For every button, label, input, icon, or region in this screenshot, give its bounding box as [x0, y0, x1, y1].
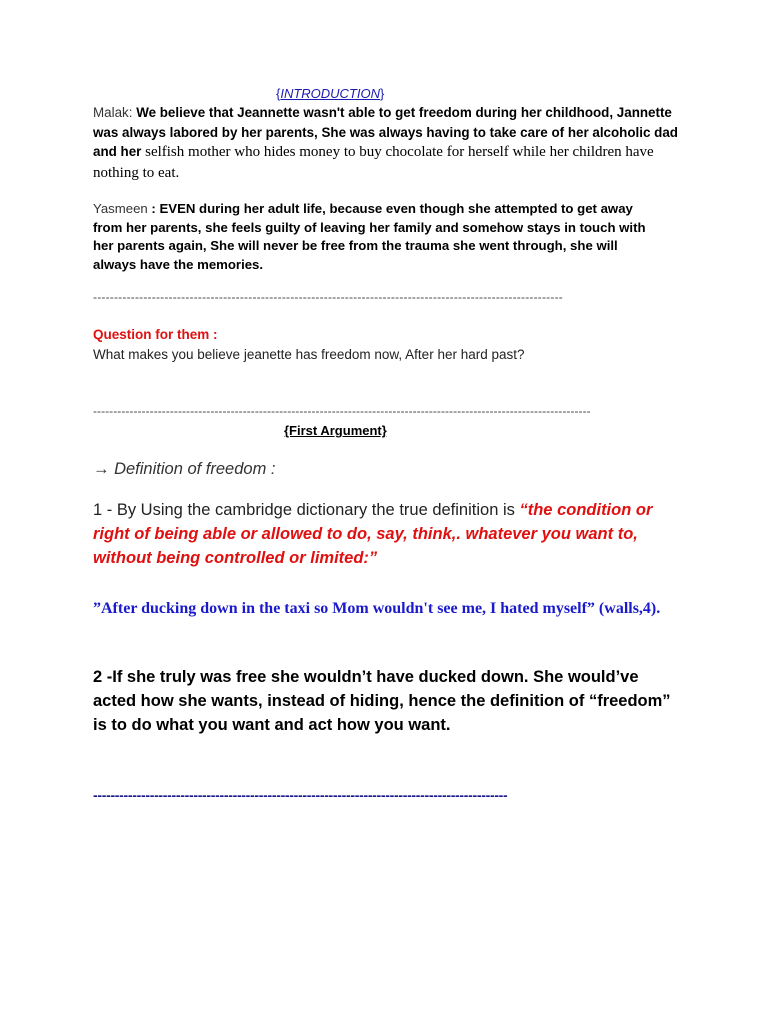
brace-close: } [380, 86, 385, 101]
definition-heading: → Definition of freedom : [93, 460, 276, 478]
brace-open: { [276, 86, 281, 101]
introduction-label: INTRODUCTION [280, 86, 381, 101]
divider-2: --------------------------------------------------------------------------------------------------------------------------- [93, 404, 591, 418]
definition-prefix: 1 - By Using the cambridge dictionary the true definition is [93, 501, 515, 519]
yasmeen-speaker: Yasmeen [93, 201, 148, 216]
definition-quote: “the condition or right of being able or allowed to do, say, think,. whatever you want to, without being controlled or limited:” [93, 501, 653, 567]
malak-bold-text: We believe that Jeannette wasn't able to get freedom during her childhood, Jannette was always labored by her parents, She was always having to take care of her alcoholic dad and her [93, 105, 678, 159]
malak-serif-text: selfish mother who hides money to buy chocolate for herself while her children have nothing to eat. [93, 144, 654, 181]
malak-speaker: Malak: [93, 105, 133, 120]
malak-paragraph [93, 103, 693, 183]
yasmeen-colon: : [151, 201, 156, 216]
book-quote: ”After ducking down in the taxi so Mom wouldn't see me, I hated myself” (walls,4). [93, 600, 661, 617]
divider-3: ----------------------------------------------------------------------------------------------- [93, 787, 508, 803]
question-label: Question for them : [93, 327, 218, 342]
introduction-heading [276, 86, 384, 101]
yasmeen-paragraph [93, 200, 663, 274]
yasmeen-bold-text: EVEN during her adult life, because even though she attempted to get away from her parents, she feels guilty of leaving her family and somehow stays in touch with her parents again, She will never be free from the trauma she went through, she will always have the memories. [93, 201, 646, 272]
question-text: What makes you believe jeanette has freedom now, After her hard past? [93, 347, 525, 362]
definition-paragraph [93, 498, 693, 570]
point-2-paragraph: 2 -If she truly was free she wouldn’t have ducked down. She would’ve acted how she wants, instead of hiding, hence the definition of “freedom” is to do what you want and act how you want. [93, 668, 671, 734]
first-argument-heading: {First Argument} [284, 423, 387, 438]
divider-1: ---------------------------------------------------------------------------------------------------------------- [93, 290, 563, 304]
